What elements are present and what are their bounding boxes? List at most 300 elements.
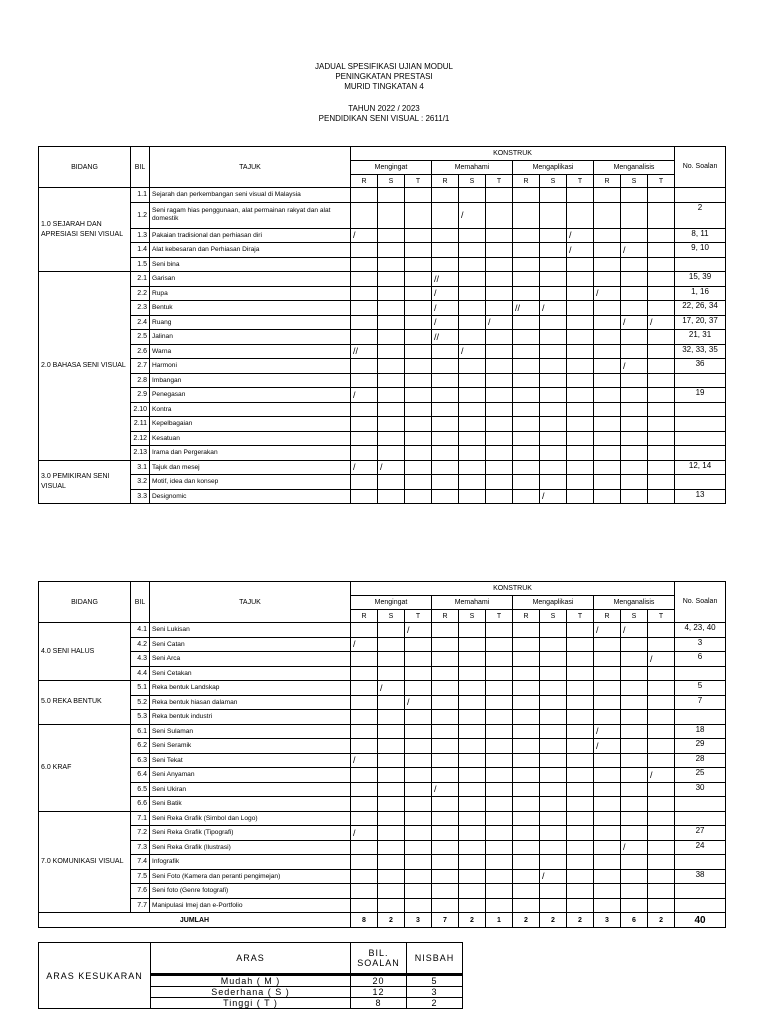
mark-cell [459,388,486,403]
mark-cell [594,869,621,884]
mark-cell [486,724,513,739]
table-row [39,840,726,855]
tajuk-cell: Seni foto (Genre fotografi) [150,884,351,899]
mark-cell [567,315,594,330]
bil-cell: 1.1 [131,188,150,203]
mark-cell [486,666,513,681]
bil-cell: 2.5 [131,330,150,345]
mark-cell [405,724,432,739]
col-header-sub: T [567,610,594,623]
mark-cell [594,681,621,696]
aras-nisbah: 2 [407,998,463,1009]
no-soalan-cell: 29 [675,739,726,754]
mark-cell [378,739,405,754]
tajuk-cell: Seni Reka Grafik (Tipografi) [150,826,351,841]
bil-cell: 2.13 [131,446,150,461]
tajuk-cell: Sejarah dan perkembangan seni visual di Malaysia [150,188,351,203]
mark-cell [648,202,675,228]
mark-cell [378,782,405,797]
mark-cell [621,330,648,345]
mark-cell [540,431,567,446]
mark-cell [378,710,405,725]
header-line-3: MURID TINGKATAN 4 [344,82,424,91]
col-header-sub: S [621,175,648,188]
col-header-sub: R [351,610,378,623]
mark-cell [567,475,594,490]
bil-cell: 1.3 [131,228,150,243]
mark-cell [378,373,405,388]
mark-cell [567,286,594,301]
mark-cell [351,739,378,754]
mark-cell [648,695,675,710]
spec-table-2 [38,581,726,928]
no-soalan-cell: 21, 31 [675,330,726,345]
jumlah-label [39,913,351,928]
tajuk-cell: Reka bentuk industri [150,710,351,725]
mark-cell: / [594,739,621,754]
mark-cell [432,666,459,681]
mark-cell [513,402,540,417]
mark-cell [621,666,648,681]
mark-cell [621,637,648,652]
mark-cell [351,202,378,228]
mark-cell [459,359,486,374]
mark-cell [621,884,648,899]
mark-cell [648,243,675,258]
mark-cell [513,666,540,681]
mark-cell [648,359,675,374]
mark-cell [594,489,621,504]
table-row [39,797,726,812]
mark-cell [405,301,432,316]
mark-cell [405,202,432,228]
mark-cell [432,724,459,739]
mark-cell [486,797,513,812]
tajuk-cell: Penegasan [150,388,351,403]
header-line-2: PENINGKATAN PRESTASI [335,72,433,81]
mark-cell [351,373,378,388]
mark-cell [432,826,459,841]
mark-cell [567,272,594,287]
table-row [39,666,726,681]
tajuk-cell: Tajuk dan mesej [150,460,351,475]
mark-cell [567,373,594,388]
mark-cell [594,257,621,272]
mark-cell [621,724,648,739]
mark-cell [513,330,540,345]
mark-cell [459,898,486,913]
mark-cell [648,884,675,899]
mark-cell [378,301,405,316]
mark-cell [351,623,378,638]
col-header-level: Mengingat [351,596,432,610]
mark-cell [378,202,405,228]
mark-cell [432,695,459,710]
mark-cell [513,623,540,638]
bil-cell: 4.2 [131,637,150,652]
mark-cell [621,489,648,504]
mark-cell [621,431,648,446]
no-soalan-label: No. Soalan [682,163,718,170]
mark-cell [459,782,486,797]
mark-cell [351,869,378,884]
bil-cell: 2.4 [131,315,150,330]
mark-cell: / [432,782,459,797]
mark-cell [540,402,567,417]
mark-cell [351,402,378,417]
mark-cell: / [594,286,621,301]
mark-cell [432,417,459,432]
table-row [39,446,726,461]
col-header-level: Menganalisis [594,596,675,610]
table-row [39,460,726,475]
mark-cell [432,681,459,696]
col-header-bil: BIL [131,147,150,188]
mark-cell [351,768,378,783]
mark-cell [486,826,513,841]
mark-cell [486,417,513,432]
mark-cell [459,695,486,710]
aras-kesukaran-table [38,942,463,1009]
mark-cell [648,666,675,681]
mark-cell [513,681,540,696]
no-soalan-cell: 27 [675,826,726,841]
mark-cell [567,869,594,884]
col-header-no-soalan [675,147,726,188]
mark-cell [378,898,405,913]
bil-cell: 2.11 [131,417,150,432]
mark-cell [648,257,675,272]
mark-cell [621,257,648,272]
mark-cell [648,402,675,417]
mark-cell [648,373,675,388]
tajuk-cell: Seni Cetakan [150,666,351,681]
mark-cell [513,431,540,446]
mark-cell [459,884,486,899]
table-row [39,753,726,768]
col-header-bidang: BIDANG [39,582,131,623]
no-soalan-cell: 30 [675,782,726,797]
mark-cell [540,446,567,461]
total-cell: 2 [567,913,594,928]
mark-cell [567,359,594,374]
mark-cell [432,388,459,403]
bil-cell: 2.8 [131,373,150,388]
mark-cell [567,826,594,841]
mark-cell [459,402,486,417]
mark-cell [594,898,621,913]
mark-cell [459,188,486,203]
bil-cell: 7.3 [131,840,150,855]
mark-cell [513,695,540,710]
mark-cell [378,286,405,301]
aras-title: ARAS KESUKARAN [39,943,151,1009]
mark-cell [486,739,513,754]
mark-cell: / [486,315,513,330]
mark-cell: / [351,460,378,475]
mark-cell [459,855,486,870]
mark-cell [405,330,432,345]
mark-cell [351,315,378,330]
mark-cell [594,188,621,203]
aras-bil: 8 [351,998,407,1009]
no-soalan-cell: 1, 16 [675,286,726,301]
mark-cell: / [621,359,648,374]
no-soalan-cell [675,431,726,446]
mark-cell [432,811,459,826]
mark-cell [621,768,648,783]
mark-cell: / [459,202,486,228]
mark-cell: / [567,228,594,243]
mark-cell [378,228,405,243]
total-cell: 2 [459,913,486,928]
mark-cell [540,695,567,710]
mark-cell [432,739,459,754]
mark-cell [351,489,378,504]
no-soalan-cell: 28 [675,753,726,768]
mark-cell [378,695,405,710]
mark-cell [621,301,648,316]
no-soalan-cell [675,898,726,913]
mark-cell [540,855,567,870]
mark-cell [567,652,594,667]
table-row [39,431,726,446]
mark-cell [540,884,567,899]
mark-cell [621,753,648,768]
table-row [39,188,726,203]
col-header-no-soalan [675,582,726,623]
mark-cell [594,388,621,403]
mark-cell [405,388,432,403]
mark-cell [405,710,432,725]
table-row [39,373,726,388]
mark-cell [486,402,513,417]
mark-cell [594,884,621,899]
mark-cell: / [378,681,405,696]
bil-soalan-header: BIL. SOALAN [351,943,407,975]
mark-cell [432,228,459,243]
mark-cell [405,666,432,681]
no-soalan-cell [675,475,726,490]
mark-cell [459,330,486,345]
mark-cell [594,315,621,330]
mark-cell [486,202,513,228]
table-row [39,388,726,403]
mark-cell [378,431,405,446]
no-soalan-cell [675,666,726,681]
mark-cell [648,188,675,203]
bidang-cell: 1.0 SEJARAH DAN APRESIASI SENI VISUAL [39,188,131,272]
mark-cell [540,840,567,855]
mark-cell [459,811,486,826]
mark-cell [432,202,459,228]
mark-cell [378,388,405,403]
mark-cell [567,739,594,754]
mark-cell [513,344,540,359]
mark-cell [486,681,513,696]
mark-cell [405,460,432,475]
mark-cell [594,753,621,768]
total-cell: 8 [351,913,378,928]
mark-cell [351,724,378,739]
mark-cell [567,811,594,826]
mark-cell [486,869,513,884]
mark-cell [459,417,486,432]
no-soalan-cell: 15, 39 [675,272,726,287]
mark-cell [432,797,459,812]
mark-cell [648,710,675,725]
bil-cell: 7.6 [131,884,150,899]
mark-cell [432,753,459,768]
table-row [39,243,726,258]
mark-cell [486,330,513,345]
mark-cell [405,855,432,870]
mark-cell [594,202,621,228]
mark-cell [351,710,378,725]
mark-cell [567,301,594,316]
mark-cell [378,652,405,667]
table-row [39,710,726,725]
table-row [39,301,726,316]
mark-cell [594,768,621,783]
mark-cell [459,739,486,754]
tajuk-cell: Seni Tekat [150,753,351,768]
tajuk-cell: Garisan [150,272,351,287]
mark-cell [594,666,621,681]
mark-cell: / [540,489,567,504]
tajuk-cell: Seni bina [150,257,351,272]
mark-cell [594,637,621,652]
mark-cell [486,373,513,388]
mark-cell: / [594,623,621,638]
mark-cell [621,811,648,826]
mark-cell [621,202,648,228]
mark-cell [594,840,621,855]
bidang-cell: 7.0 KOMUNIKASI VISUAL [39,811,131,913]
mark-cell [378,637,405,652]
total-cell: 6 [621,913,648,928]
mark-cell [459,243,486,258]
bil-cell: 6.6 [131,797,150,812]
mark-cell [378,753,405,768]
mark-cell [621,402,648,417]
mark-cell [621,373,648,388]
mark-cell [594,330,621,345]
tajuk-cell: Kepelbagaian [150,417,351,432]
mark-cell [594,811,621,826]
table-row [39,855,726,870]
mark-cell [459,257,486,272]
col-header-sub: S [459,175,486,188]
col-header-bil: BIL [131,582,150,623]
bil-cell: 2.10 [131,402,150,417]
mark-cell [432,855,459,870]
mark-cell [459,228,486,243]
bil-cell: 3.1 [131,460,150,475]
mark-cell [459,475,486,490]
total-cell: 3 [405,913,432,928]
tajuk-cell: Seni Arca [150,652,351,667]
mark-cell [405,228,432,243]
mark-cell [648,782,675,797]
mark-cell [594,460,621,475]
mark-cell [540,710,567,725]
bil-cell: 1.2 [131,202,150,228]
no-soalan-cell: 18 [675,724,726,739]
mark-cell [621,782,648,797]
mark-cell [459,460,486,475]
aras-header: ARAS [151,943,351,975]
col-header-sub: R [513,610,540,623]
col-header-level: Menganalisis [594,161,675,175]
no-soalan-cell: 32, 33, 35 [675,344,726,359]
tajuk-cell: Seni Catan [150,637,351,652]
mark-cell [540,388,567,403]
bidang-cell: 2.0 BAHASA SENI VISUAL [39,272,131,461]
tajuk-cell: Seni Foto (Kamera dan peranti pengimejan) [150,869,351,884]
bil-cell: 2.7 [131,359,150,374]
mark-cell [540,359,567,374]
mark-cell [621,681,648,696]
no-soalan-cell: 22, 26, 34 [675,301,726,316]
mark-cell [378,884,405,899]
mark-cell [594,243,621,258]
mark-cell [540,666,567,681]
mark-cell [594,431,621,446]
mark-cell [351,431,378,446]
mark-cell [486,489,513,504]
mark-cell [540,724,567,739]
bil-cell: 1.5 [131,257,150,272]
mark-cell [540,272,567,287]
mark-cell [648,811,675,826]
mark-cell [459,826,486,841]
total-cell: 2 [378,913,405,928]
mark-cell [594,826,621,841]
bil-cell: 2.6 [131,344,150,359]
no-soalan-cell: 8, 11 [675,228,726,243]
tajuk-cell: Seni Lukisan [150,623,351,638]
jumlah-text: JUMLAH [179,916,210,924]
mark-cell [648,826,675,841]
mark-cell [648,431,675,446]
col-header-sub: T [405,610,432,623]
mark-cell [486,188,513,203]
mark-cell [459,301,486,316]
mark-cell [486,228,513,243]
table-row [39,695,726,710]
mark-cell [513,272,540,287]
mark-cell [378,330,405,345]
mark-cell [378,768,405,783]
mark-cell [567,417,594,432]
mark-cell [567,782,594,797]
col-header-level: Mengingat [351,161,432,175]
tajuk-cell: Harmoni [150,359,351,374]
mark-cell: / [621,623,648,638]
header-subject: PENDIDIKAN SENI VISUAL : 2611/1 [318,114,450,123]
nisbah-header: NISBAH [407,943,463,975]
bidang-cell: 5.0 REKA BENTUK [39,681,131,725]
table-row [39,228,726,243]
mark-cell: // [513,301,540,316]
mark-cell [432,840,459,855]
mark-cell [621,898,648,913]
mark-cell [540,257,567,272]
table-row [39,489,726,504]
bil-cell: 4.1 [131,623,150,638]
aras-name: Tinggi ( T ) [151,998,351,1009]
